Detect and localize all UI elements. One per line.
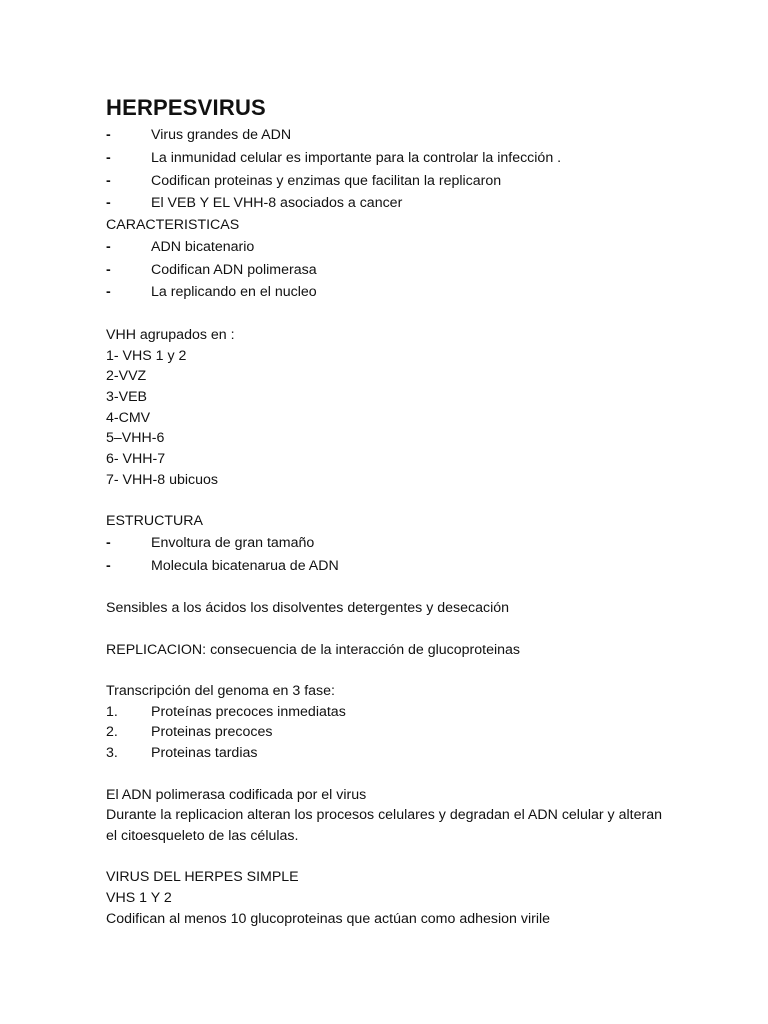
list-item: [106, 281, 666, 304]
list-item: [106, 170, 666, 193]
dash-bullet-icon: -: [106, 261, 111, 278]
list-item: 6- VHH-7: [106, 451, 166, 468]
herpes-simple-subheading: VHS 1 Y 2: [106, 890, 172, 907]
list-item: [106, 702, 666, 723]
vhh-heading: VHH agrupados en :: [106, 326, 235, 343]
transcripcion-heading: Transcripción del genoma en 3 fase:: [106, 683, 335, 700]
list-number: 3.: [106, 745, 118, 762]
list-item: 3-VEB: [106, 389, 148, 406]
list-item: [106, 124, 666, 147]
replicacion-paragraph: REPLICACION: consecuencia de la interacción de glucoproteinas: [106, 641, 521, 658]
spacer: [106, 491, 666, 512]
list-item: 1- VHS 1 y 2: [106, 347, 187, 364]
dash-bullet-icon: -: [106, 127, 111, 143]
dash-bullet-icon: -: [106, 557, 111, 574]
list-item-text: Envoltura de gran tamaño: [151, 534, 315, 551]
list-item-text: Proteinas precoces: [151, 724, 273, 741]
list-number: 1.: [106, 703, 118, 720]
adn-polimerasa-paragraph: El ADN polimerasa codificada por el virus: [106, 786, 367, 803]
list-item: [106, 259, 666, 282]
list-item: 5–VHH-6: [106, 430, 165, 447]
list-item: 2-VVZ: [106, 368, 147, 385]
list-item-text: Codifican proteinas y enzimas que facilitan la replicaron: [151, 172, 502, 189]
list-item-text: Proteinas tardias: [151, 745, 258, 762]
list-item: [106, 555, 666, 578]
list-item-text: Codifican ADN polimerasa: [151, 261, 317, 278]
list-item: [106, 532, 666, 555]
list-item: [106, 147, 666, 170]
list-item: 7- VHH-8 ubicuos: [106, 471, 218, 488]
durante-paragraph: Durante la replicacion alteran los procesos celulares y degradan el ADN celular y alteran el citoesqueleto de las células.: [106, 807, 662, 844]
list-item-text: El VEB Y EL VHH-8 asociados a cancer: [151, 195, 403, 212]
dash-bullet-icon: -: [106, 195, 111, 212]
estructura-heading: ESTRUCTURA: [106, 513, 203, 530]
list-item-text: Virus grandes de ADN: [151, 127, 292, 143]
vhh-list: [106, 346, 666, 491]
herpes-simple-paragraph: Codifican al menos 10 glucoproteinas que actúan como adhesion virile: [106, 910, 551, 927]
dash-bullet-icon: -: [106, 238, 111, 255]
list-item-text: ADN bicatenario: [151, 238, 255, 255]
dash-bullet-icon: -: [106, 534, 111, 551]
sensibles-paragraph: Sensibles a los ácidos los disolventes detergentes y desecación: [106, 600, 510, 617]
list-item-text: La inmunidad celular es importante para la controlar la infección .: [151, 149, 562, 166]
list-item: [106, 192, 666, 215]
caracteristicas-heading: CARACTERISTICAS: [106, 217, 240, 234]
list-item: [106, 236, 666, 259]
herpes-simple-heading: VIRUS DEL HERPES SIMPLE: [106, 869, 299, 886]
list-number: 2.: [106, 724, 118, 741]
caracteristicas-list: [106, 236, 666, 304]
list-item-text: Proteínas precoces inmediatas: [151, 703, 346, 720]
dash-bullet-icon: -: [106, 284, 111, 301]
intro-bullet-list: [106, 124, 666, 215]
dash-bullet-icon: -: [106, 172, 111, 189]
dash-bullet-icon: -: [106, 149, 111, 166]
document-page: [106, 94, 666, 929]
spacer: [106, 660, 666, 681]
spacer: [106, 847, 666, 868]
list-item: 4-CMV: [106, 409, 151, 426]
list-item: [106, 743, 666, 764]
document-title: HERPESVIRUS: [106, 95, 266, 120]
list-item: [106, 722, 666, 743]
spacer: [106, 619, 666, 640]
spacer: [106, 578, 666, 599]
transcripcion-list: [106, 702, 666, 764]
list-item-text: Molecula bicatenarua de ADN: [151, 557, 339, 574]
spacer: [106, 304, 666, 325]
spacer: [106, 764, 666, 785]
estructura-list: [106, 532, 666, 578]
list-item-text: La replicando en el nucleo: [151, 284, 317, 301]
